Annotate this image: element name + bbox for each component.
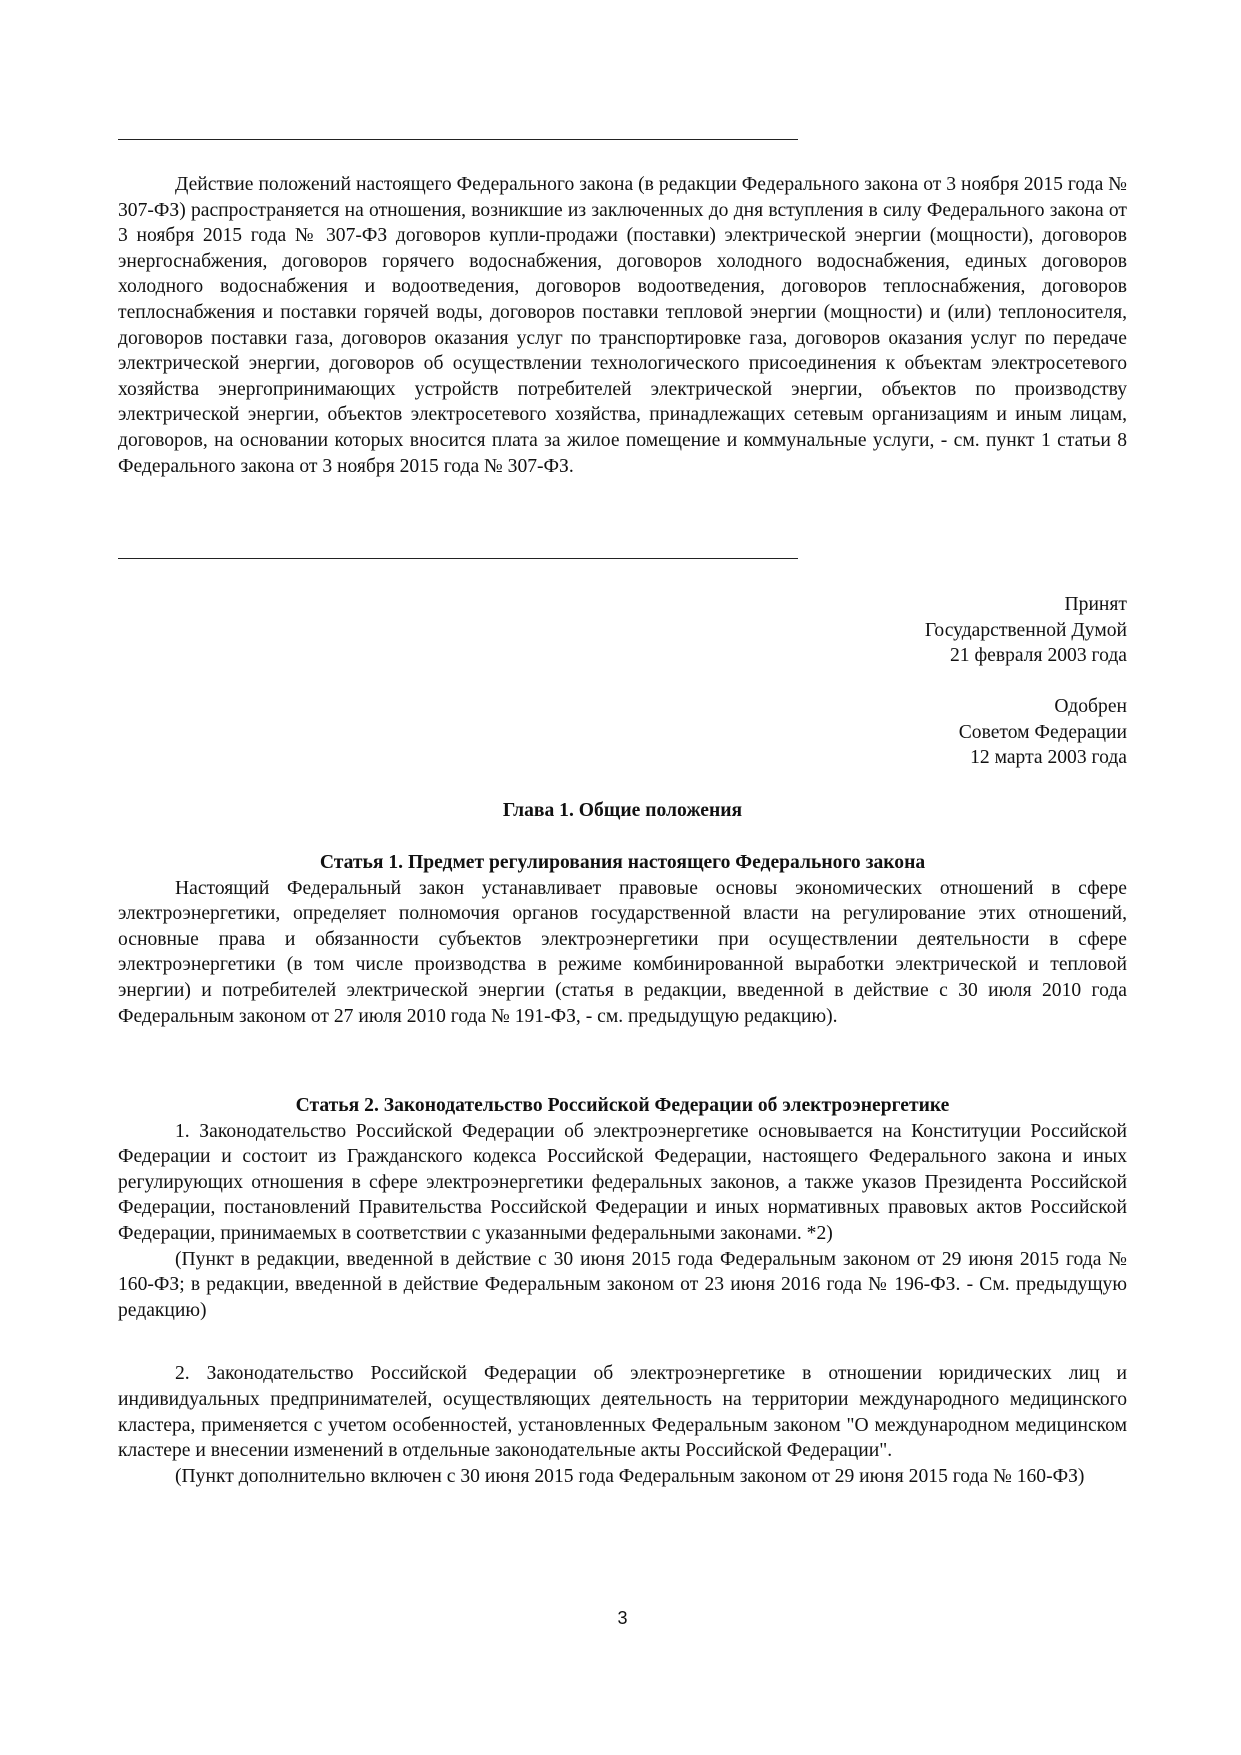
footnote-text: Действие положений настоящего Федерального закона (в редакции Федерального закона от 3 ноября 2015 года № 307-ФЗ) распространяется на отношения, возникшие из заключенных до дня вступления в силу Федерального закона от 3 ноября 2015 года № 307-ФЗ договоров купли-продажи (поставки) электрической энергии (мощности), договоров энергоснабжения, договоров горячего водоснабжения, договоров холодного водоснабжения, единых договоров холодного водоснабжения и водоотведения, договоров водоотведения, договоров теплоснабжения, договоров теплоснабжения и поставки горячей воды, договоров поставки тепловой энергии (мощности) и (или) теплоносителя, договоров поставки газа, договоров оказания услуг по транспортировке газа, договоров оказания услуг по передаче электрической энергии, договоров об осуществлении технологического присоединения к объектам электросетевого хозяйства энергопринимающих устройств потребителей электрической энергии, объектов по производству электрической энергии, объектов электросетевого хозяйства, принадлежащих сетевым организациям и иным лицам, договоров, на основании которых вносится плата за жилое помещение и коммунальные услуги, - см. пункт 1 статьи 8 Федерального закона от 3 ноября 2015 года № 307-ФЗ.: [118, 174, 1127, 477]
adopted-line1: Принят: [1064, 594, 1127, 615]
article1-title: Статья 1. Предмет регулирования настоящего Федерального закона: [319, 852, 926, 873]
article1-block: [118, 850, 1127, 1029]
chapter-title: Глава 1. Общие положения: [502, 800, 743, 821]
article2-title: Статья 2. Законодательство Российской Федерации об электроэнергетике: [295, 1095, 950, 1116]
footnote-block: [118, 172, 1127, 479]
approved-date: 12 марта 2003 года: [970, 747, 1127, 769]
adopted-line2: Государственной Думой: [924, 619, 1127, 641]
article2-note2: (Пункт дополнительно включен с 30 июня 2015 года Федеральным законом от 29 июня 2015 года № 160-ФЗ): [175, 1465, 1085, 1487]
approved-line1: Одобрен: [1054, 696, 1127, 717]
article2-paragraph1: 1. Законодательство Российской Федерации об электроэнергетике основывается на Конституции Российской Федерации и состоит из Гражданского кодекса Российской Федерации, настоящего Федерального закона и иных регулирующих отношения в сфере электроэнергетики федеральных законов, а также указов Президента Российской Федерации, постановлений Правительства Российской Федерации и иных нормативных правовых актов Российской Федерации, принимаемых в соответствии с указанными федеральными законами. *2): [118, 1120, 1127, 1244]
footnote-bottom-rule: [118, 558, 798, 559]
article1-text: Настоящий Федеральный закон устанавливает правовые основы экономических отношений в сфере электроэнергетики, определяет полномочия органов государственной власти на регулирование этих отношений, основные права и обязанности субъектов электроэнергетики при осуществлении деятельности в сфере электроэнергетики (в том числе производства в режиме комбинированной выработки электрической и тепловой энергии) и потребителей электрической энергии (статья в редакции, введенной в действие с 30 июля 2010 года Федеральным законом от 27 июля 2010 года № 191-ФЗ, - см. предыдущую редакцию).: [118, 877, 1127, 1027]
approval-block: [959, 694, 1127, 771]
page-number: 3: [617, 1608, 628, 1628]
footnote-top-rule: [118, 139, 798, 140]
adopted-date: 21 февраля 2003 года: [949, 645, 1127, 667]
article2-block: [118, 1093, 1127, 1489]
paragraph-spacer: [118, 1323, 1127, 1361]
chapter-block: [118, 798, 1127, 824]
article2-paragraph2: 2. Законодательство Российской Федерации об электроэнергетике в отношении юридических лиц и индивидуальных предпринимателей, осуществляющих деятельность на территории международного медицинского кластера, применяется с учетом особенностей, установленных Федеральным законом "О международном медицинском кластере и внесении изменений в отдельные законодательные акты Российской Федерации".: [118, 1363, 1127, 1462]
approved-line2: Советом Федерации: [958, 721, 1127, 743]
adoption-block: [925, 592, 1127, 669]
article2-note1: (Пункт в редакции, введенной в действие с 30 июня 2015 года Федеральным законом от 29 июня 2015 года № 160-ФЗ; в редакции, введенной в действие Федеральным законом от 23 июня 2016 года № 196-ФЗ. - См. предыдущую редакцию): [118, 1248, 1127, 1321]
